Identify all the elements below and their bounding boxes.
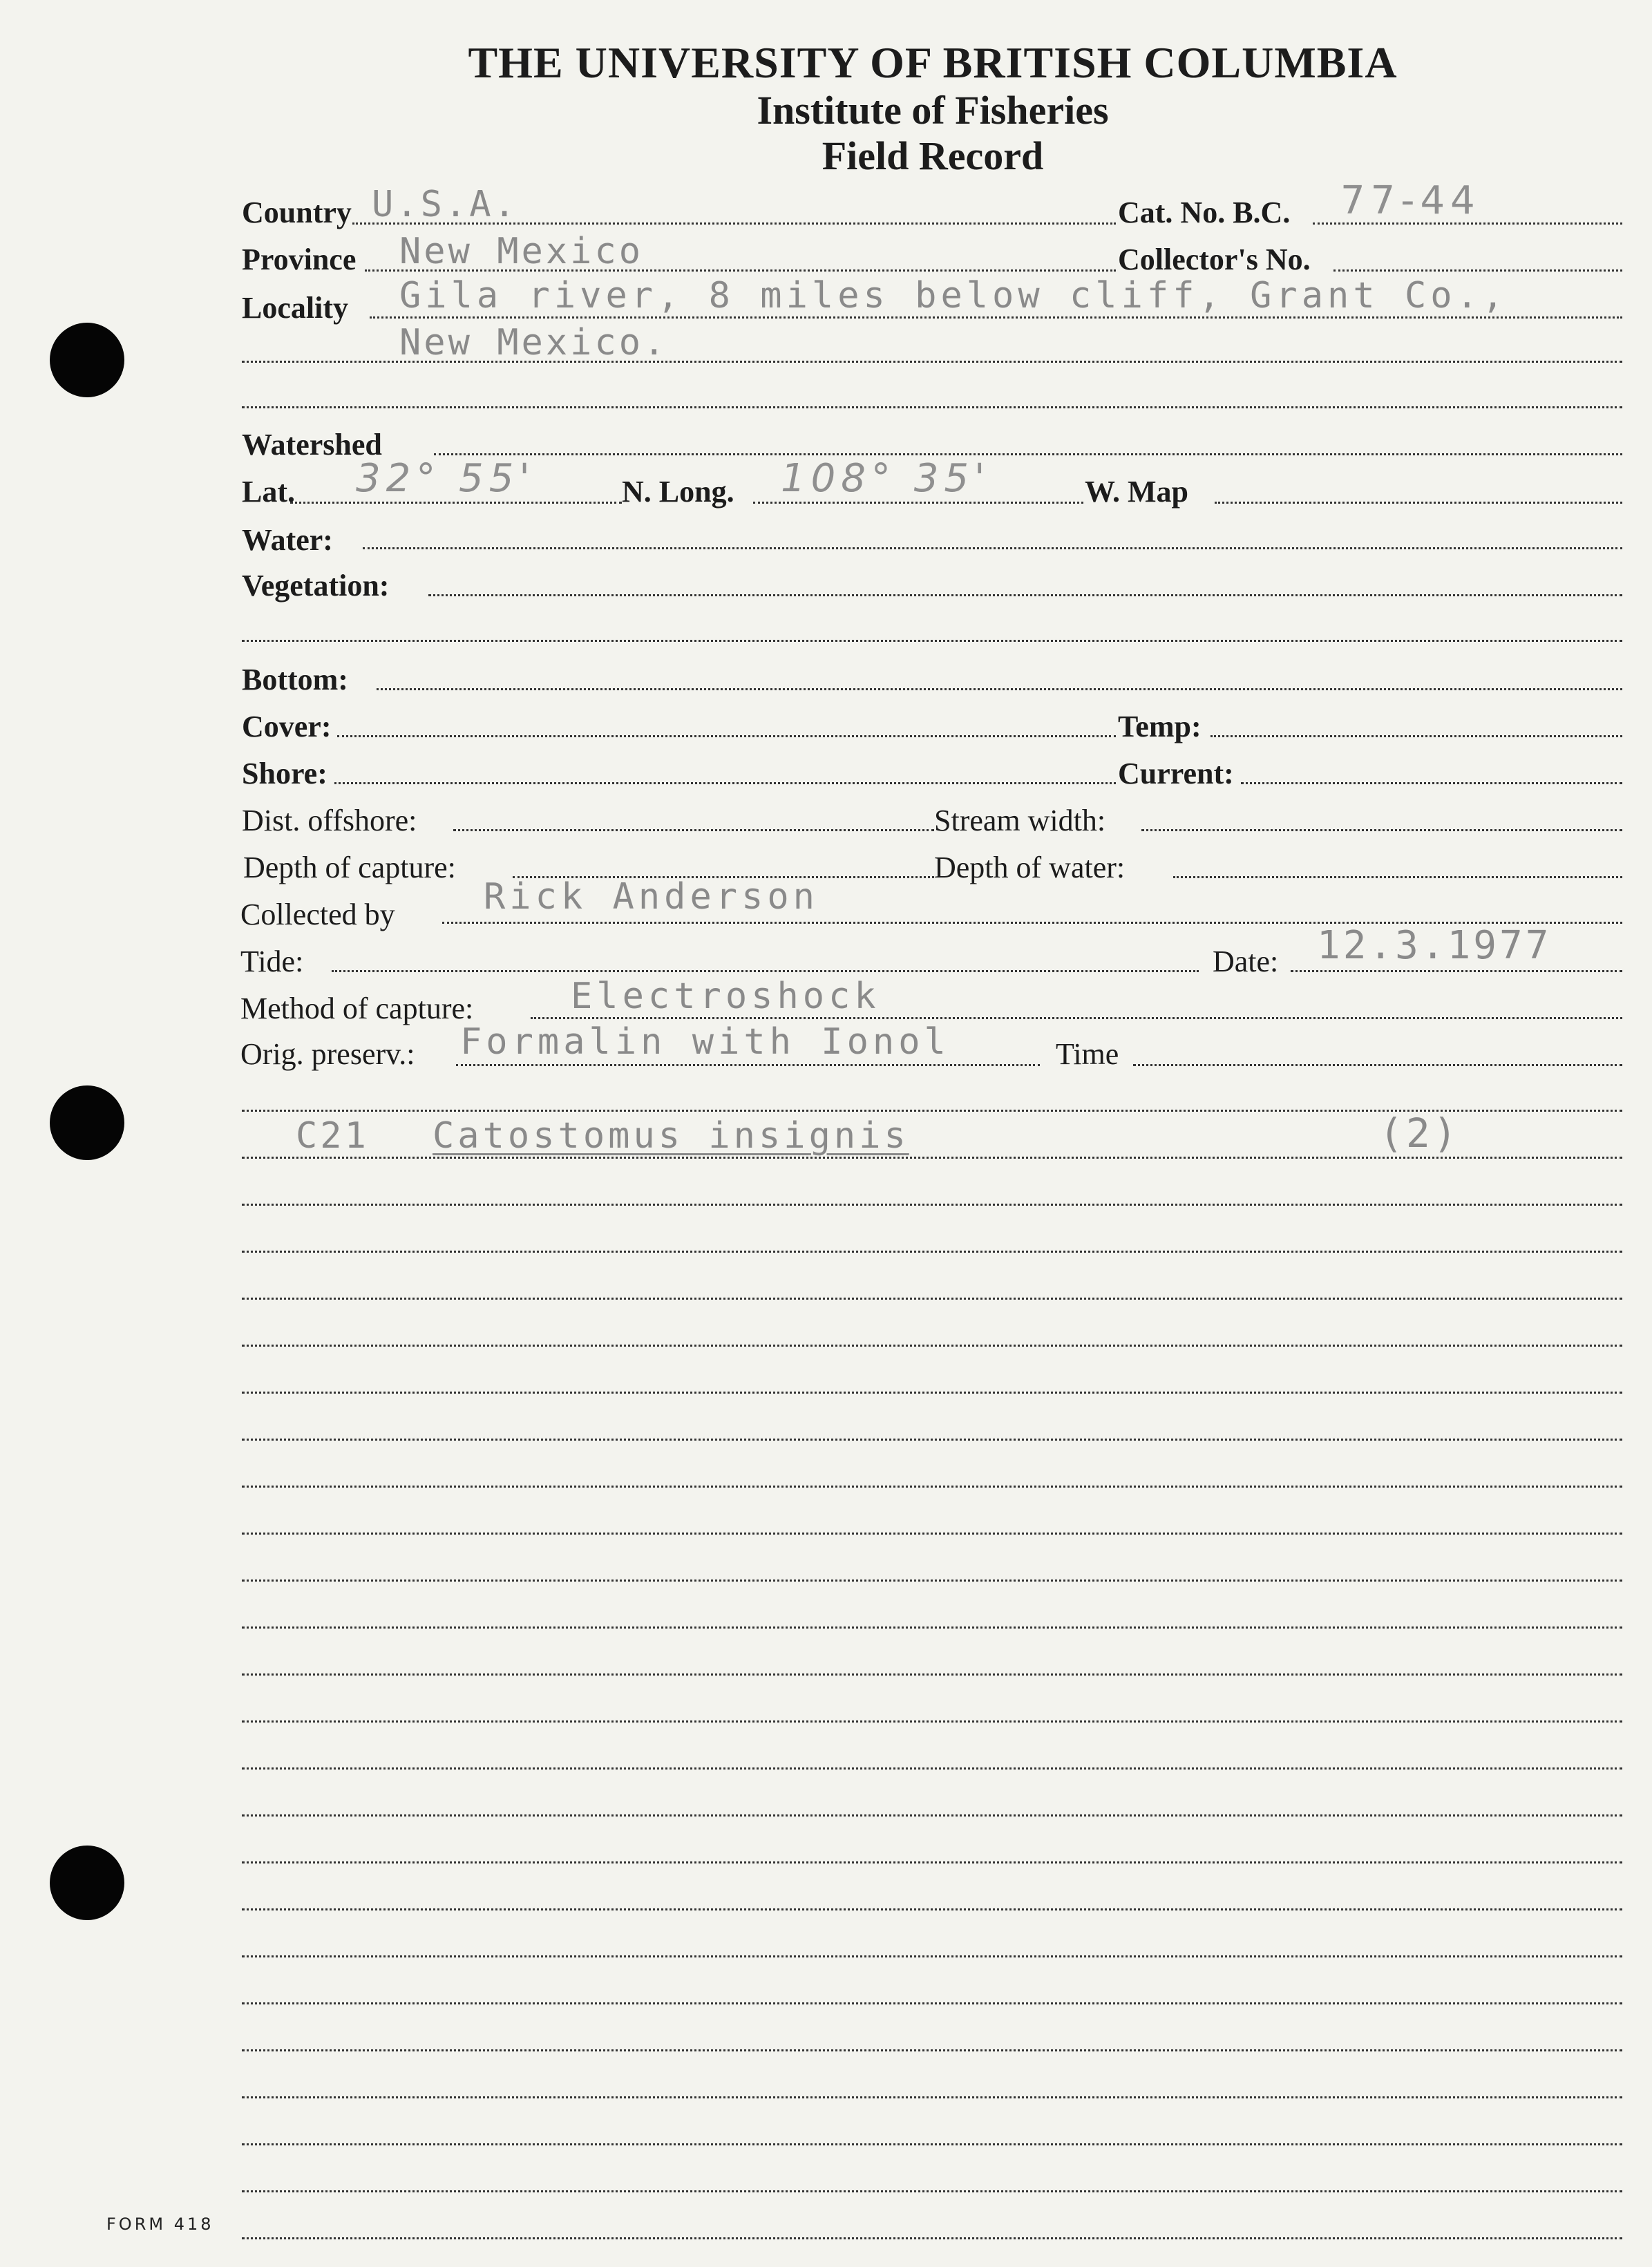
- dotted-line: [337, 735, 1116, 737]
- dotted-line: [242, 406, 1622, 408]
- institute-heading: Institute of Fisheries: [757, 88, 1109, 133]
- dotted-line: [242, 1720, 1622, 1723]
- stream-width-label: Stream width:: [934, 804, 1106, 837]
- dotted-line: [1241, 782, 1622, 784]
- dotted-line: [242, 1392, 1622, 1394]
- locality-value-line2: New Mexico.: [399, 322, 668, 363]
- dotted-line: [453, 829, 934, 831]
- dotted-line: [242, 1861, 1622, 1863]
- locality-value-line1: Gila river, 8 miles below cliff, Grant Co.,: [399, 275, 1508, 316]
- lat-label: Lat.: [242, 475, 295, 509]
- method-of-capture-label: Method of capture:: [240, 992, 474, 1025]
- dotted-line: [1215, 502, 1622, 504]
- punch-hole: [50, 1085, 124, 1160]
- dotted-line: [242, 2002, 1622, 2004]
- dotted-line: [242, 2143, 1622, 2145]
- lat-value: 32° 55': [356, 456, 535, 501]
- depth-of-water-label: Depth of water:: [934, 851, 1126, 884]
- shore-label: Shore:: [242, 757, 327, 790]
- province-label: Province: [242, 243, 357, 276]
- dotted-line: [753, 502, 1083, 504]
- dotted-line: [242, 1486, 1622, 1488]
- date-label: Date:: [1213, 945, 1279, 978]
- dotted-line: [377, 688, 1622, 690]
- dotted-line: [242, 1814, 1622, 1817]
- dotted-line: [290, 502, 622, 504]
- dotted-line: [242, 1580, 1622, 1582]
- vegetation-label: Vegetation:: [242, 569, 390, 603]
- dist-offshore-label: Dist. offshore:: [242, 804, 417, 837]
- dotted-line: [334, 782, 1116, 784]
- dotted-line: [1133, 1064, 1622, 1066]
- dotted-line: [242, 1955, 1622, 1957]
- dotted-line: [1291, 970, 1622, 972]
- dotted-line: [242, 1767, 1622, 1770]
- dotted-line: [242, 1908, 1622, 1910]
- temp-label: Temp:: [1118, 710, 1202, 743]
- cat-no-label: Cat. No. B.C.: [1118, 196, 1291, 229]
- punch-hole: [50, 1846, 124, 1920]
- country-label: Country: [242, 196, 352, 229]
- form-title: Field Record: [822, 133, 1044, 178]
- dotted-line: [1333, 269, 1622, 272]
- cover-label: Cover:: [242, 710, 332, 743]
- watershed-label: Watershed: [242, 428, 382, 462]
- tide-label: Tide:: [240, 945, 304, 978]
- dotted-line: [1141, 829, 1622, 831]
- university-heading: THE UNIVERSITY OF BRITISH COLUMBIA: [468, 38, 1398, 87]
- dotted-line: [242, 640, 1622, 642]
- dotted-line: [242, 1626, 1622, 1629]
- locality-label: Locality: [242, 291, 348, 325]
- dotted-line: [428, 594, 1622, 596]
- country-value: U.S.A.: [372, 184, 518, 225]
- province-value: New Mexico: [399, 231, 644, 272]
- orig-preserv-label: Orig. preserv.:: [240, 1037, 415, 1071]
- n-long-label: N. Long.: [622, 475, 734, 509]
- dotted-line: [242, 2049, 1622, 2051]
- time-label: Time: [1056, 1037, 1119, 1071]
- bottom-label: Bottom:: [242, 663, 348, 696]
- dotted-line: [242, 2190, 1622, 2192]
- punch-hole: [50, 323, 124, 397]
- w-map-label: W. Map: [1085, 475, 1188, 509]
- form-number: FORM 418: [106, 2214, 214, 2234]
- dotted-line: [332, 970, 1199, 972]
- dotted-line: [1173, 876, 1622, 878]
- dotted-line: [242, 1251, 1622, 1253]
- current-label: Current:: [1118, 757, 1234, 790]
- dotted-line: [242, 1204, 1622, 1206]
- dotted-line: [242, 1157, 1622, 1159]
- dotted-line: [456, 1064, 1040, 1066]
- specimen-code: C21: [296, 1115, 369, 1157]
- specimen-count: (2): [1379, 1110, 1460, 1157]
- dotted-line: [242, 1533, 1622, 1535]
- dotted-line: [531, 1017, 1622, 1019]
- water-label: Water:: [242, 523, 333, 557]
- depth-of-capture-label: Depth of capture:: [243, 851, 456, 884]
- cat-no-value: 77-44: [1340, 178, 1481, 223]
- dotted-line: [242, 1439, 1622, 1441]
- collected-by-value: Rick Anderson: [484, 876, 819, 918]
- dotted-line: [242, 2096, 1622, 2098]
- dotted-line: [370, 316, 1622, 319]
- dotted-line: [242, 1673, 1622, 1676]
- dotted-line: [1210, 735, 1622, 737]
- dotted-line: [363, 547, 1622, 549]
- date-value: 12.3.1977: [1317, 923, 1552, 968]
- collected-by-label: Collected by: [240, 898, 395, 931]
- dotted-line: [242, 1298, 1622, 1300]
- dotted-line: [242, 1345, 1622, 1347]
- long-value: 108° 35': [781, 456, 991, 501]
- collectors-no-label: Collector's No.: [1118, 243, 1311, 276]
- method-of-capture-value: Electroshock: [571, 976, 880, 1017]
- dotted-line: [242, 2237, 1622, 2239]
- dotted-line: [434, 453, 1622, 455]
- orig-preserv-value: Formalin with Ionol: [460, 1021, 950, 1063]
- specimen-name: Catostomus insignis: [433, 1115, 909, 1157]
